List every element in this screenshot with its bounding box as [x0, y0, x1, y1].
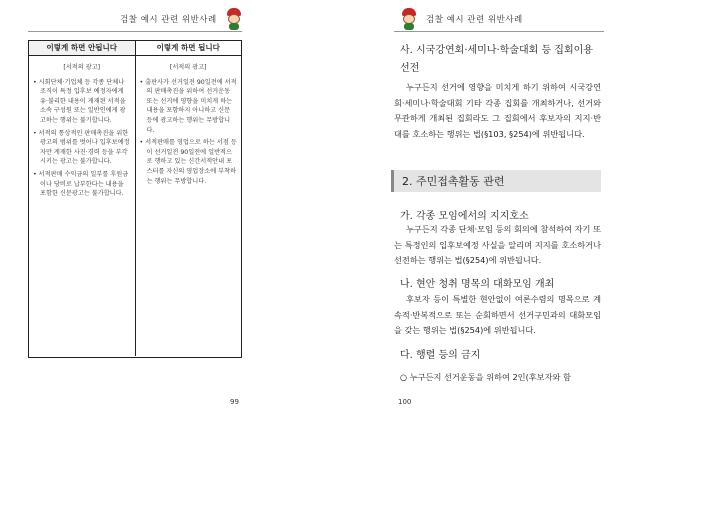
left-header-title: 검찰 예시 관련 위반사례 — [120, 15, 217, 25]
allowed-column — [136, 56, 242, 356]
table-body-row — [29, 56, 241, 356]
table-header-row — [29, 41, 241, 56]
mascot-icon — [223, 8, 245, 30]
left-header-rule — [28, 31, 242, 32]
allowed-item: • 출판사가 선거일전 90일전에 서적의 판매촉진을 위하여 선거운동 또는 선거에 영향을 미치게 하는 내용을 포함하지 아니하고 신문 등에 광고하는 행위는 무방합니다. — [139, 78, 237, 134]
ga-text: 누구든지 각종 단체·모임 등의 회의에 참석하여 자기 또는 특정인의 입후보예정 사실을 알리며 지지를 호소하거나 선전하는 행위는 법(§254)에 위반됩니다. — [394, 224, 601, 266]
section-2-title: 2. 주민접촉활동 관련 — [402, 175, 505, 188]
ga-heading: 가. 각종 모임에서의 지지호소 — [400, 211, 529, 222]
na-text: 후보자 등이 특별한 현안없이 여론수렴의 명목으로 계속적·반복적으로 또는 순회하면서 선거구민과의 대화모임을 갖는 행위는 법(§254)에 위반됩니다. — [394, 294, 601, 336]
na-heading: 나. 현안 청취 명목의 대화모임 개최 — [400, 279, 555, 290]
right-header-rule — [394, 31, 604, 32]
da-text: ○ 누구든지 선거운동을 위하여 2인(후보자와 함 — [400, 372, 571, 382]
right-running-header — [398, 8, 523, 30]
left-page-number: 99 — [230, 398, 239, 406]
not-allowed-item: • 시회단체·기업체 등 각종 단체나 조직이 특정 입후보 예정자에게 유·불리한 내용이 게재된 서적을 소속 구성원 또는 일반인에게 광고하는 행위는 불기합니다. — [33, 78, 126, 124]
da-heading: 다. 행렬 등의 금지 — [400, 350, 481, 361]
allowed-subheading: [서적의 광고] — [169, 64, 207, 71]
right-page-number: 100 — [398, 398, 412, 406]
section-sa-heading: 사. 시국강연회·세미나·학술대회 등 집회이용 선전 — [400, 45, 593, 74]
table-header-allowed: 이렇게 하면 됩니다 — [156, 43, 220, 52]
right-header-title: 검찰 예시 관련 위반사례 — [426, 15, 523, 25]
allowed-item: • 서적판매를 영업으로 하는 서점 등이 선거일전 90일전에 일반적으로 행하고 있는 신간서적안내 포스터를 자신의 영업장소에 부착하는 행위는 무방합니다. — [139, 139, 237, 185]
section-2-title-box — [391, 170, 601, 192]
left-running-header — [120, 8, 245, 30]
not-allowed-subheading: [서적의 광고] — [63, 64, 101, 71]
not-allowed-item: • 서적판매 수익금의 일부를 후원금이나 당비로 납부한다는 내용을 포함한 신문광고는 불가합니다. — [33, 170, 129, 198]
not-allowed-item: • 서적의 통상적인 판매촉진을 위한 광고의 범위를 벗어나 입후보예정자만 게재한 사진·경력 등을 부각시키는 광고는 불가합니다. — [33, 129, 130, 166]
table-header-not-allowed: 이렇게 하면 안됩니다 — [29, 41, 136, 55]
not-allowed-column — [29, 56, 136, 356]
section-sa-text: 누구든지 선거에 영향을 미치게 하기 위하여 시국강연회·세미나·학술대회 기타 각종 집회를 개최하거나, 선거와 무관하게 개최된 집회라도 그 집회에서 후보자의 지지·반대를 호소하는 행위는 법(§103, §254)에 위반됩니다. — [394, 82, 601, 139]
mascot-icon — [398, 8, 420, 30]
comparison-table — [28, 40, 242, 358]
